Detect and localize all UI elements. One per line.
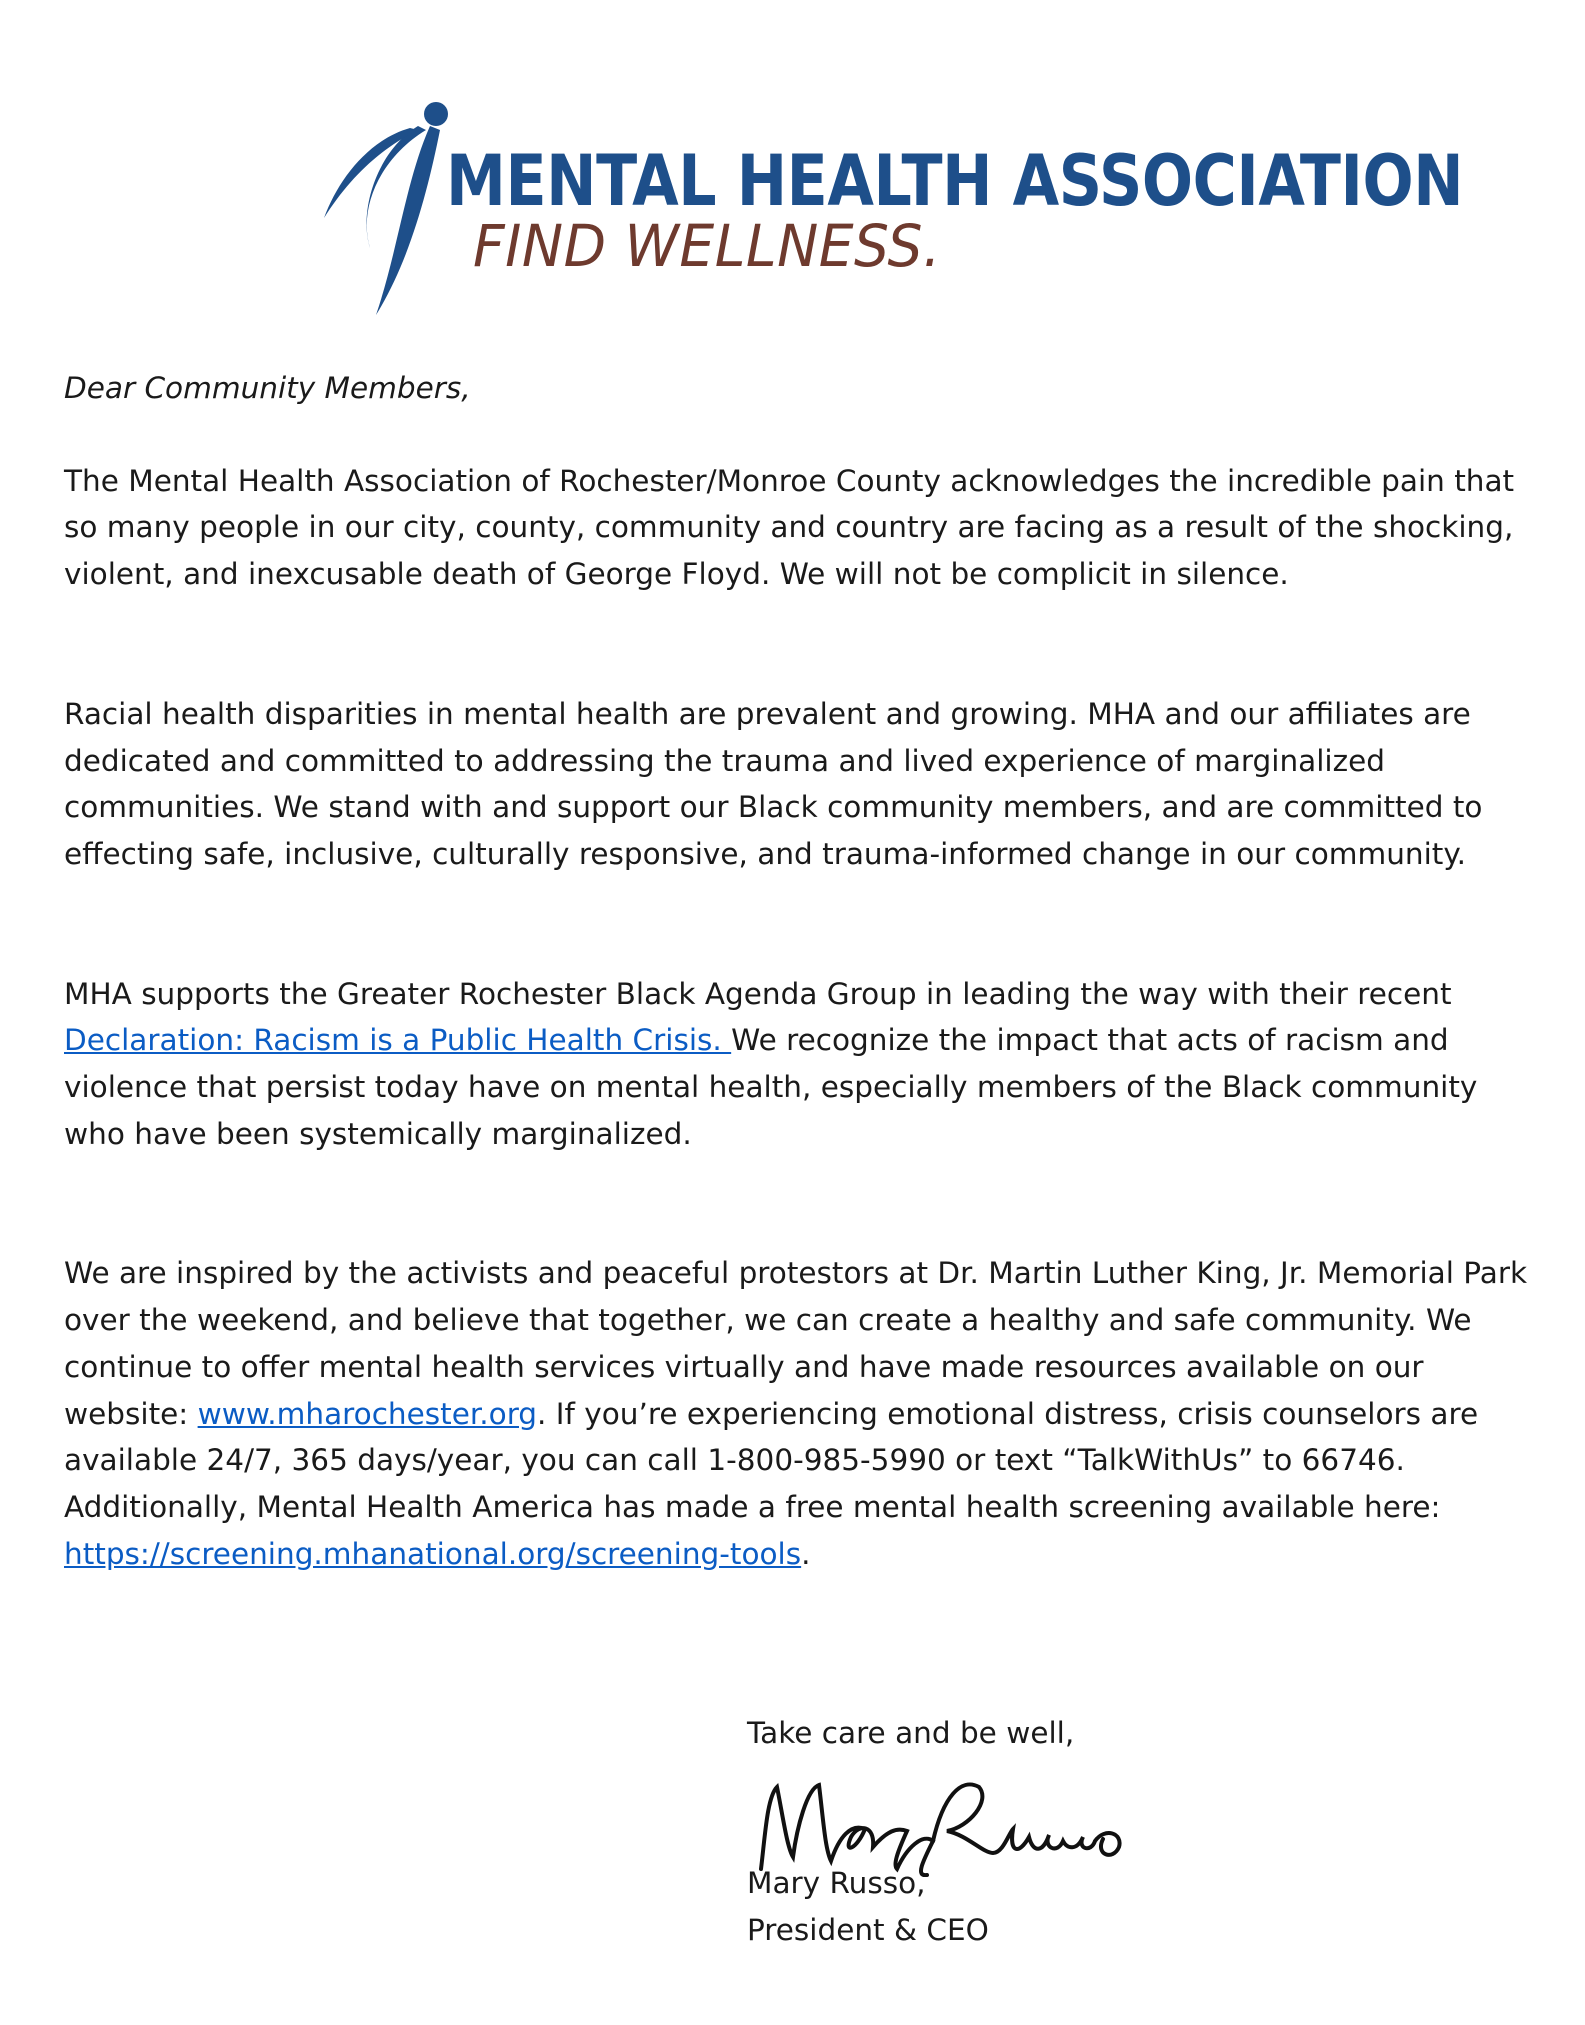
paragraph-2: Racial health disparities in mental health are prevalent and growing. MHA and our affiliates are dedicated and committed to addressing the trauma and lived experience of marginalized communities. We stand with and support our Black community members, and are committed to effecting safe, inclusive, culturally responsive, and trauma-informed change in our community. <box>64 696 1483 871</box>
paragraph-3-text-a: MHA supports the Greater Rochester Black Agenda Group in leading the way with their recent <box>64 976 1452 1011</box>
signatory-title: President & CEO <box>747 1913 989 1947</box>
declaration-link[interactable]: Declaration: Racism is a Public Health Crisis. <box>64 1023 732 1058</box>
paragraph-4 <box>64 1250 1544 1577</box>
salutation: Dear Community Members, <box>64 371 471 405</box>
closing-text: Take care and be well, <box>747 1716 1075 1750</box>
paragraph-4-text-a: We are inspired by the activists and peaceful protestors at Dr. Martin Luther King, Jr. Memorial Park over the weekend, and believe that together, we can create a healthy and safe community. We continue to offer mental health services virtually and have made resources available on our website: <box>64 1256 1528 1431</box>
swoosh-figure-icon <box>318 100 458 330</box>
paragraph-1: The Mental Health Association of Rochester/Monroe County acknowledges the incredible pain that so many people in our city, county, community and country are facing as a result of the shocking, violent, and inexcusable death of George Floyd. We will not be complicit in silence. <box>64 463 1515 592</box>
logo-tagline: FIND WELLNESS. <box>473 212 941 280</box>
signature-image <box>747 1757 1227 1877</box>
screening-link[interactable]: https://screening.mhanational.org/screening-tools <box>64 1536 802 1571</box>
mha-logo <box>318 100 1464 330</box>
logo-title: MENTAL HEALTH ASSOCIATION <box>446 140 1464 222</box>
closing-block <box>747 1710 1447 1947</box>
paragraph-3 <box>64 971 1544 1158</box>
signatory-name: Mary Russo, <box>747 1866 926 1900</box>
website-link[interactable]: www.mharochester.org <box>197 1396 538 1431</box>
paragraph-3-text-b: We recognize the impact that acts of racism and violence that persist today have on mental health, especially members of the Black community who have been systemically marginalized. <box>64 1023 1478 1151</box>
paragraph-4-text-c: . <box>801 1536 811 1571</box>
letter-body <box>64 365 1544 1577</box>
paragraph-4-text-b: . If you’re experiencing emotional distress, crisis counselors are available 24/7, 365 days/year, you can call 1-800-985-5990 or text “TalkWithUs” to 66746. Additionally, Mental Health America has made a free mental health screening available here: <box>64 1396 1479 1524</box>
